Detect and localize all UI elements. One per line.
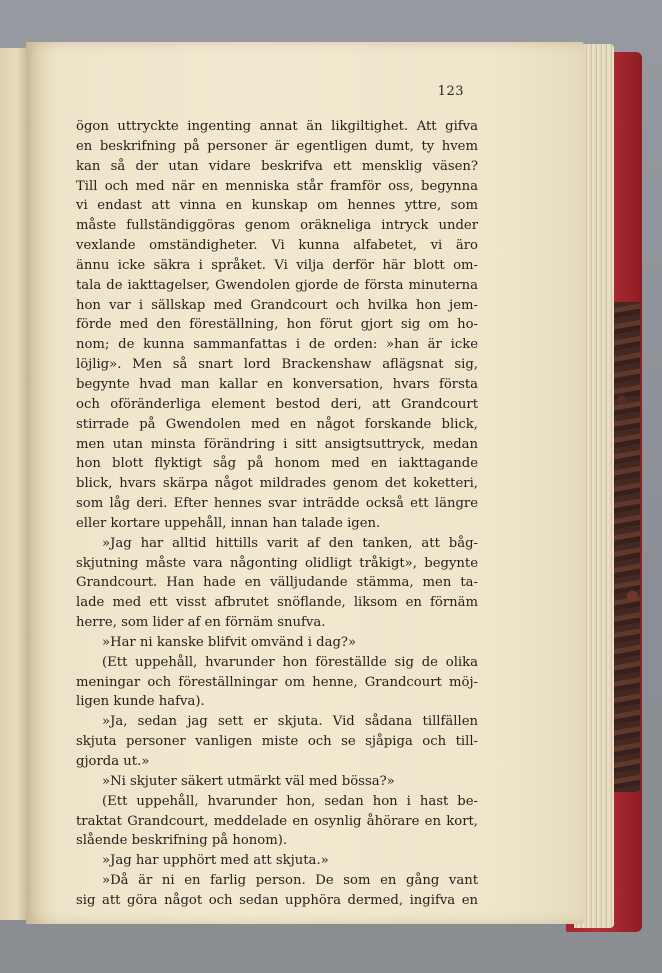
text-line: hon var i sällskap med Grandcourt och hvilka hon jem- <box>76 297 478 313</box>
text-line: ännu icke säkra i språket. Vi vilja derför här blott om- <box>76 257 478 273</box>
text-line: skjutning måste vara någonting olidligt tråkigt», begynte <box>76 555 478 571</box>
text-line: och oföränderliga element bestod deri, att Grandcourt <box>76 396 478 412</box>
text-line: gjorda ut.» <box>76 754 150 769</box>
text-line: vexlande omständigheter. Vi kunna alfabetet, vi äro <box>76 238 478 254</box>
text-line: stirrade på Gwendolen med en något forskande blick, <box>76 416 478 432</box>
page-number: 123 <box>437 84 464 99</box>
text-line: herre, som lider af en förnäm snufva. <box>76 615 326 631</box>
text-line: förde med den föreställning, hon förut gjort sig om ho- <box>76 317 478 333</box>
text-line: »Jag har upphört med att skjuta.» <box>102 853 329 869</box>
text-line: hon blott flyktigt såg på honom med en iakttagande <box>76 456 478 472</box>
text-line: löjlig». Men så snart lord Brackenshaw aflägsnat sig, <box>76 357 478 373</box>
text-line: »Ni skjuter säkert utmärkt väl med bössa?» <box>102 773 395 789</box>
text-line: som låg deri. Efter hennes svar inträdde också ett längre <box>76 496 478 512</box>
text-line: ligen kunde hafva). <box>76 694 205 710</box>
text-line: en beskrifning på personer är egentligen dumt, ty hvem <box>76 138 478 154</box>
text-line: tala de iakttagelser, Gwendolen gjorde de första minuterna <box>76 277 478 293</box>
text-line: (Ett uppehåll, hvarunder hon föreställde sig de olika <box>102 654 478 670</box>
text-line: traktat Grandcourt, meddelade en osynlig åhörare en kort, <box>76 813 478 829</box>
page-body-text <box>76 117 478 911</box>
text-line: »Ja, sedan jag sett er skjuta. Vid sådana tillfällen <box>102 714 478 730</box>
text-line: begynte hvad man kallar en konversation, hvars första <box>76 376 478 392</box>
text-line: nom; de kunna sammanfattas i de orden: »han är icke <box>76 337 478 353</box>
text-line: meningar och föreställningar om henne, Grandcourt möj- <box>76 674 478 690</box>
marbled-endpaper <box>614 302 640 792</box>
left-page-edge <box>0 48 27 920</box>
text-line: ögon uttryckte ingenting annat än likgiltighet. Att gifva <box>76 119 478 134</box>
text-line: kan så der utan vidare beskrifva ett mensklig väsen? <box>76 158 478 174</box>
text-line: men utan minsta förändring i sitt ansigtsuttryck, medan <box>76 436 478 452</box>
text-line: skjuta personer vanligen miste och se sjåpiga och till- <box>76 734 478 750</box>
text-line: »Har ni kanske blifvit omvänd i dag?» <box>102 634 357 650</box>
text-line: vi endast att vinna en kunskap om hennes yttre, som <box>76 198 478 214</box>
text-line: (Ett uppehåll, hvarunder hon, sedan hon i hast be- <box>102 793 478 809</box>
text-line: eller kortare uppehåll, innan han talade igen. <box>76 515 381 531</box>
text-line: lade med ett visst afbrutet snöflande, liksom en förnäm <box>76 595 478 611</box>
text-line: måste fullständiggöras genom oräkneliga intryck under <box>76 218 478 234</box>
text-line: slående beskrifning på honom). <box>76 833 288 849</box>
text-line: sig att göra något och sedan upphöra dermed, ingifva en <box>76 892 478 908</box>
text-line: Grandcourt. Han hade en välljudande stämma, men ta- <box>76 575 478 591</box>
text-line: »Då är ni en farlig person. De som en gång vant <box>102 873 478 889</box>
text-line: »Jag har alltid hittills varit af den tanken, att båg- <box>102 535 478 551</box>
text-line: blick, hvars skärpa något mildrades genom det koketteri, <box>76 476 478 492</box>
text-line: Till och med när en menniska står framför oss, begynna <box>76 178 478 194</box>
